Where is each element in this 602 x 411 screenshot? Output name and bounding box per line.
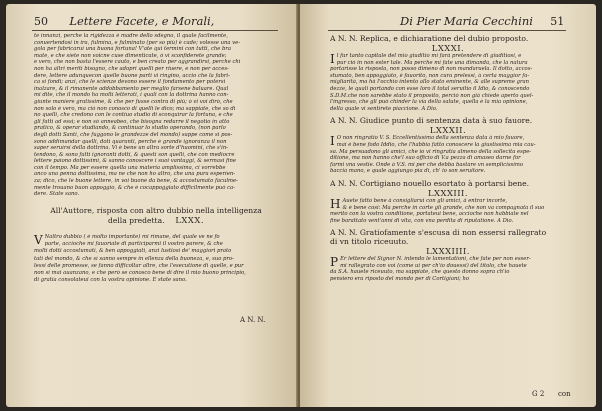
right-entry-line: mai è bene fodo Iddio, che l'habbia fatto conoscere la giustissima mia cau- xyxy=(336,141,536,148)
left-letter-text xyxy=(34,234,278,284)
right-entry-heading: A N. N. Giudice punto di sentenza data à suo fauore. xyxy=(330,116,533,126)
right-entry-line: merito con la vostra conditione, portateui bene, accioche non habbiate nel xyxy=(330,211,529,218)
right-drop-initial: I xyxy=(330,52,335,66)
left-letter-line: parte, accioche mi fauoriate di participarmi il vostro parere, & che xyxy=(44,241,223,248)
left-letter-line: di gratia consolateui con la vostra opinione. E state sano. xyxy=(34,277,187,284)
right-entry-heading: A N. N. Gratiofamente s'escusa di non essersi rallegrato xyxy=(330,228,547,238)
right-entry-line: pensiero era riposto del mondo per di Cortigiani; ho xyxy=(330,276,469,283)
left-page-header xyxy=(34,14,214,28)
right-drop-initial: I xyxy=(330,134,335,149)
right-drop-initial: H xyxy=(330,196,341,211)
right-entry-line: Er lettere del Signor N. intendo le lamentationi, che fate per non esser- xyxy=(340,256,531,263)
left-body-line: ca si fondi; anzi, che le scienze devono essere il fondamento per potersi xyxy=(34,79,226,86)
right-body-text xyxy=(330,34,566,287)
left-body-line: za; dico, che le buone lettere, in voi buone da bene, & accostumato faculme- xyxy=(34,178,238,185)
left-body-line: mente trouano buon appoggio, & che è cocappoggiato difficilmente può ca- xyxy=(34,184,235,191)
left-section-heading-2-text: della predetta. xyxy=(107,216,165,225)
right-drop-initial: P xyxy=(330,255,339,270)
left-catchword: A N. N. xyxy=(240,316,266,324)
right-entry-line: farmi vna vestie. Onde à V.S. mi per che debba bastare vn semplicissimo xyxy=(330,161,524,168)
left-letter-line: lessi delle promesse, se fanno difficoltar altre, che l'esecutione di quelle, e pur xyxy=(34,262,244,269)
right-entry-line: & è bene cosi: Ma perche in corte gli grande, che non va compagnata il suo xyxy=(342,204,545,211)
right-entry-line: pur ciò in non ester tale. Ma perche mi fate una dimanda, che la natura xyxy=(336,59,528,66)
left-body-line: inalzare, & il rimanente addobbamento per meglio farsene baluare. Qual xyxy=(34,85,229,92)
right-entry-line: ditione, ma non hanno che'l suo officio di V.a pezza di amaseo darne for xyxy=(330,155,521,162)
left-body-text xyxy=(34,33,278,198)
left-page-number: 50 xyxy=(34,15,48,28)
left-header-rule xyxy=(32,30,278,31)
right-entry-numeral: LXXXI. xyxy=(431,43,465,53)
left-body-line: sono addimandar quelli, doti quaranti, perche è grande ignoranza il non xyxy=(34,138,227,145)
right-entry-line: stumato, ben appoggiato, è fauorito, non cura prelessi, à certa maggior fa- xyxy=(330,72,530,79)
right-entry-line: fine barattato vent'anni di vita, con vna perdita di riputatione. A Dio. xyxy=(330,217,514,224)
right-entry-line: migliarità, ma hà l'occhio intento allo stato eminente, & alle supreme gran xyxy=(330,79,530,86)
right-entry-text xyxy=(330,53,566,112)
right-entry-line: O non ringratio V. S. Eccellentissima della sentenza data à mio fauore, xyxy=(336,135,525,142)
left-body-line: tendono, & sono fatti ignoranti dotti, & questi son quelli, che con mediocre xyxy=(34,151,235,158)
left-section-heading-1: All'Auttore, risposta con altro dubbio nella intelligenza xyxy=(50,206,262,215)
left-body-line: lettere paiono dottissimi, & sanno conoscere i suoi vantaggi, & sermasi fine xyxy=(34,158,237,165)
left-body-line: gola per fabricarui una buona fortuna! V'ate qui termini con tutti, che bra xyxy=(34,46,232,53)
left-body-line: degli dotti Santi, che fuggono le grandezze del mondo) sappe come si pos- xyxy=(34,131,233,138)
right-entry-heading: di vn titolo riceuuto. xyxy=(330,237,409,247)
right-entry-line: mi rallegrato con voi (come ui per ch'io douessi) del titolo, che hauete xyxy=(340,262,527,269)
right-entry-line: Auete fatto bene à consigliarui con gli amici, à entrar incorte, xyxy=(342,197,508,204)
right-entry-text xyxy=(330,256,566,282)
left-body-line: mi dite, che il mondo ha molti letterati, i quali con la dottrina hanno con- xyxy=(34,92,229,99)
left-body-line: mate, e che siete non voicne cuse dimenticate, ò vi sconfiderete grande; xyxy=(34,52,227,59)
right-entry-heading: A N. N. Replica, e dichiaratione del dubio proposto. xyxy=(330,34,529,43)
left-body-line: gli fatti ad essi; e non sò anneabeo, che bisogna redurre il negotio in atto xyxy=(34,118,230,125)
left-body-line: te innanzi, perche la rigidezza è madre dello sdegno, il quale facilmente, xyxy=(34,33,228,39)
left-body-line: no quelli, che credono con le contiuo studio di sconquirar la fortuna, e che xyxy=(34,112,233,119)
right-entry-text xyxy=(330,198,566,224)
left-body-line: non ha altri meriti bisogno, che adopri quelli per riuere, e non per acces- xyxy=(34,65,229,72)
left-body-line: pratico, & operar studiando, & continuar lo studio operando, (non parlo xyxy=(34,125,226,132)
right-catchword: con xyxy=(558,390,571,398)
right-entry-line: baccia mano, e quale aggiungo pia dì, ch' io son seruitore. xyxy=(330,168,486,175)
right-entry-line: S.D.M.che non sarebbe stato il proposito, perciò non già chiede aperto quel- xyxy=(330,92,534,99)
right-entry-line: da S.A. hauete riceuuto, ma sappiate, che questo donno sopra ch'io xyxy=(330,269,510,276)
left-body-line: con il tempo. Ma per essere quella una materia amplissima, ci vorrebbe xyxy=(34,164,226,171)
left-letter-line: non si mai auanzano, e che però se conosco bene di dire il mio buono principio, xyxy=(34,270,246,277)
left-letter-line: Naltro dubbio ( è molto importante) mi rimane, del quale ve ne fo xyxy=(44,234,220,240)
right-entry-line: l fur tanto capitale del mio giuditio mi farà pretendere di giuditiosi, e xyxy=(336,53,522,59)
right-entry-numeral: LXXXIIII. xyxy=(426,246,470,257)
right-entry-line: l'ingresso, che gli può chinder la via della salute, quella è la mia opinione, xyxy=(330,99,528,106)
right-signature-mark: G 2 xyxy=(532,390,545,398)
left-body-line: conuertendosi in ira, fulmina, e fulminato (per so più) è cade; volesse una ve- xyxy=(34,39,241,46)
right-page-header xyxy=(400,14,564,28)
right-entry-numeral: LXXXII. xyxy=(429,125,467,136)
left-section-heading-2 xyxy=(34,215,278,225)
right-page-number: 51 xyxy=(550,15,565,28)
left-running-head: Lettere Facete, e Morali, xyxy=(69,14,215,28)
left-letter-line: molti dotti accostumati, & ben appoggiati, anzi lustiosi de' maggiori prato xyxy=(34,248,232,255)
right-entry-line: portarisse la risposta, non posso dimeno di non mandaruela. Il dotto, accos- xyxy=(330,66,533,73)
right-entry-line: dezze, le quali portando con esse loro il total seruitio il Idio, & conoscendo xyxy=(330,85,530,92)
right-entry-line: sa. Ma persuadono gli amici, che io vi ringratia almeno della sollecita espe- xyxy=(330,148,532,155)
right-running-head: Di Pier Maria Cecchini xyxy=(400,14,533,28)
left-page xyxy=(6,4,298,407)
left-body-line: giunte maniere gratissime, & che per fusse contra di più; ò vi voi dirò, che xyxy=(34,98,233,105)
left-body-line: dere, lettere adunquecon quelle buone parti vi ringino, accio che la fabri- xyxy=(34,72,230,79)
left-drop-initial: V xyxy=(34,233,43,247)
left-body-line: dere. State sano. xyxy=(34,191,80,198)
left-section-numeral: LXXX. xyxy=(175,215,204,225)
left-letter-line: tati del mondo, & che sì sanno sempre in ellenza della buoneza, e, suo pro- xyxy=(34,255,234,262)
left-body-line: non solo è vero, ma ciò non conosco di quelli le dico; ma sappiate, che so di xyxy=(34,105,236,112)
right-entry-text xyxy=(330,135,566,175)
left-body-line: anco una penna dottissima, ma ne che non ho altro, che una pura esperien- xyxy=(34,171,235,178)
left-body-line: e vero, che non basta l'essere cauto, e ben creato per aggrandirsi, perche chi xyxy=(34,59,241,66)
left-body-line: saper seruirsi della dottrina. Vi è bene un altra sorte d'huomini, che s'in- xyxy=(34,145,229,152)
right-entry-heading: A N. N. Cortigiano nouello esortato à portarsi bene. xyxy=(330,178,530,188)
right-page xyxy=(300,4,596,407)
right-entry-numeral: LXXXIII. xyxy=(427,187,469,198)
right-entry-line: della quale vi sentirete piaccione. A Dio. xyxy=(330,105,438,112)
right-header-rule xyxy=(328,30,566,31)
